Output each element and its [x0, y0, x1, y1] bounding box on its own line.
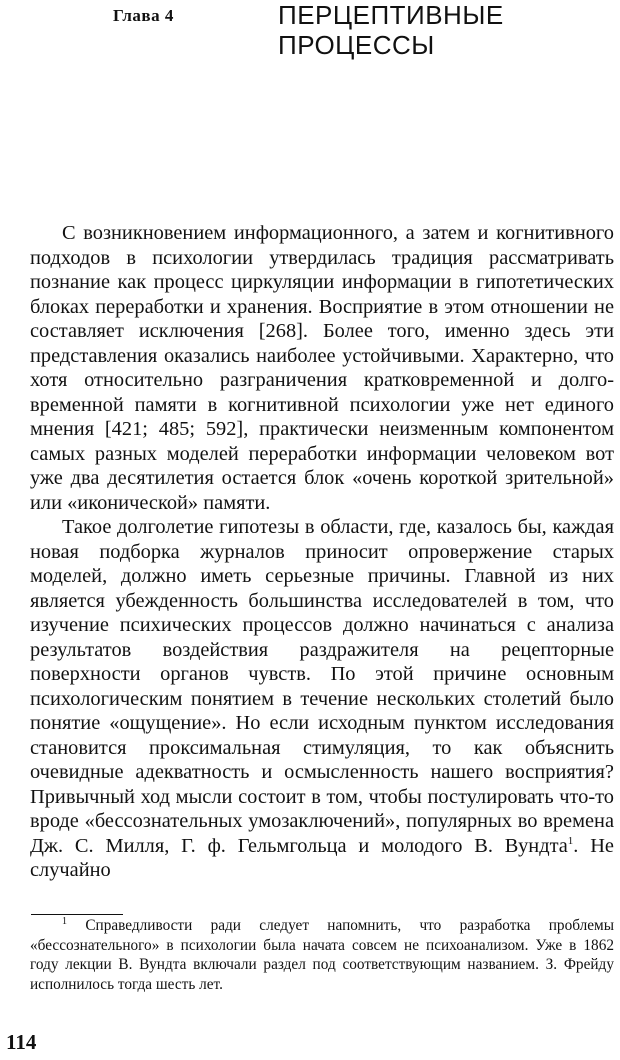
chapter-title-line-2: ПРОЦЕССЫ — [278, 30, 435, 60]
body-text — [30, 221, 614, 883]
footnote-reference[interactable]: 1 — [567, 834, 574, 847]
footnote-text: Справедливости ради следует напомнить, что разработка проблемы «бессознательного» в психологии была начата совсем не психоанализом. Уже в 1862 году лекции В. Вундта включали раздел под соответствующим названием. З. Фрейду исполнилось тогда шесть лет. — [30, 917, 614, 993]
paragraph-2 — [30, 515, 614, 883]
paragraph-2-text: Такое долголетие гипотезы в области, где, казалось бы, каждая новая подборка журналов приносит опровержение старых моделей, должно иметь серьезные причины. Главной из них является убежденность большинства исследователей в том, что изучение психических процессов должно начинаться с анализа результатов воздействия раздражителя на рецепторные поверхности органов чувств. По этой причине основным психологическим понятием в течение нескольких столетий было понятие «ощущение». Но если исходным пунктом исследования становится проксимальная стимуляция, то как объяснить очевидные адекватность и осмысленность нашего восприятия? Привычный ход мысли состоит в том, чтобы постулировать что-то вроде «бессознательных умозаключений», популярных во времена Дж. С. Милля, Г. ф. Гельмгольца и молодого В. Вундта — [30, 516, 614, 857]
footnote-mark: 1 — [62, 915, 67, 927]
paragraph-2-tail: . Не случайно — [30, 834, 614, 881]
chapter-title — [278, 0, 504, 60]
chapter-title-line-1: ПЕРЦЕПТИВНЫЕ — [278, 0, 504, 30]
page-number: 114 — [6, 1030, 37, 1054]
footnote-divider — [31, 914, 123, 915]
footnote — [30, 916, 614, 994]
chapter-label: Глава 4 — [113, 6, 174, 25]
paragraph-1: С возникновением информационного, а затем и когнитивного подходов в психологии утвердилась традиция рассматривать познание как процесс циркуляции информации в гипотетических блоках переработки и хранения. Восприятие в этом отношении не составляет исключения [268]. Более того, именно здесь эти представления оказались наиболее устойчивыми. Характерно, что хотя относительно разграничения кратковременной и долговременной памяти в когнитивной психологии уже нет единого мнения [421; 485; 592], практически неизменным компонентом самых разных моделей переработки информации человеком вот уже два десятилетия остается блок «очень короткой зрительной» или «иконической» памяти. — [30, 222, 614, 514]
